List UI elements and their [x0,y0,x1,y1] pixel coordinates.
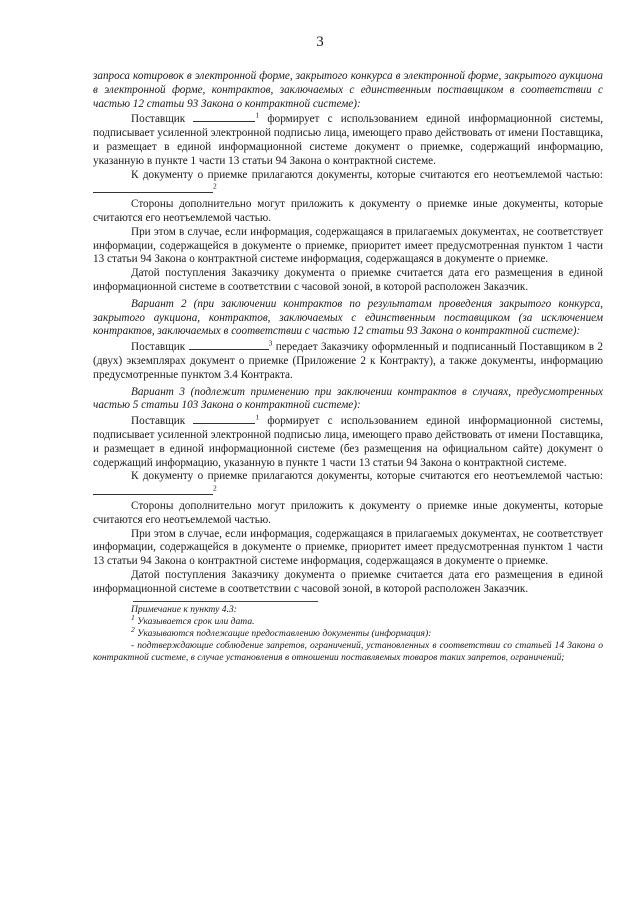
priority-paragraph-2: При этом в случае, если информация, содержащаяся в прилагаемых документах, не соответствует информации, содержащейся в документе о приемке, приоритет имеет предусмотренная пунктом 1 части 13 статьи 94 Закона о контрактной системе информация, содержащаяся в документе о приемке. [93,527,603,568]
footnote-2: $^2$ Указываются подлежащие предоставлению документы (информация): [131,624,432,640]
variant-3-heading: Вариант 3 (подлежит применению при заключении контрактов в случаях, предусмотренных частью 5 статьи 103 Закона о контрактной системе): [93,385,603,412]
footnote-note: Примечание к пункту 4.3: [131,604,237,616]
additional-docs-paragraph-1: Стороны дополнительно могут приложить к документу о приемке иные документы, которые считаются его неотъемлемой частью. [93,198,603,224]
additional-docs-paragraph-2: Стороны дополнительно могут приложить к документу о приемке иные документы, которые считаются его неотъемлемой частью. [93,499,603,526]
footnote-divider [133,601,318,602]
fill-blank [193,111,255,122]
fill-blank [93,484,213,495]
fill-blank [189,339,269,350]
page-number: 3 [316,34,324,50]
document-body [93,70,603,663]
receipt-date-paragraph-2: Датой поступления Заказчику документа о приемке считается дата его размещения в единой информационной системе в соответствии с часовой зоной, в которой расположен Заказчик. [93,568,603,595]
attachments-paragraph-2: К документу о приемке прилагаются документы, которые считаются его неотъемлемой частью: $^2$ [93,470,603,500]
fill-blank [93,182,213,193]
receipt-date-paragraph-1: Датой поступления Заказчику документа о приемке считается дата его размещения в единой информационной системе в соответствии с часовой зоной, в которой расположен Заказчик. [93,267,603,293]
intro-clause: запроса котировок в электронной форме, закрытого конкурса в электронной форме, закрытого аукциона в электронной форме, контрактов, заключаемых с единственным поставщиком в соответствии с частью 12 статьи 93 Закона о контрактной системе): [93,70,603,110]
supplier-paragraph-1: Поставщик $^1$ формирует с использованием единой информационной системы, подписывает усиленной электронной подписью лица, имеющего право действовать от имени Поставщика, и размещает в единой информационной системе документ о приемке, содержащий информацию, указанную в пункте 1 части 13 статьи 94 Закона о контрактной системе. [93,110,604,167]
footnote-3: - подтверждающие соблюдение запретов, ограничений, установленных в соответствии со статьей 14 Закона о контрактной системе, в случае установления в отношении поставляемых товаров таких запретов, ограничений; [93,639,603,663]
fill-blank [193,413,255,424]
variant-2-heading: Вариант 2 (при заключении контрактов по результатам проведения закрытого конкурса, закрытого аукциона, контрактов, заключаемых с единственным поставщиком (за исключением контрактов, заключаемых в соответствии с частью 12 статьи 93 Закона о контрактной системе): [93,297,603,338]
footnote-1: $^1$ Указывается срок или дата. [131,613,255,628]
supplier-paragraph-2: Поставщик $^3$ передает Заказчику оформленный и подписанный Поставщиком в 2 (двух) экземплярах документ о приемке (Приложение 2 к Контракту), а также документы, информацию предусмотренные пунктом 3.4 Контракта. [93,338,603,381]
priority-paragraph-1: При этом в случае, если информация, содержащаяся в прилагаемых документах, не соответствует информации, содержащейся в документе о приемке, приоритет имеет предусмотренная пунктом 1 части 13 статьи 94 Закона о контрактной системе информация, содержащаяся в документе о приемке. [93,225,603,266]
supplier-paragraph-3: Поставщик $^1$ формирует с использованием единой информационной системы, подписывает усиленной электронной подписью лица, имеющего право действовать от имени Поставщика, и размещает в единой информационной системе (без размещения на официальном сайте) документ о содержащий информацию, указанную в пункте 1 части 13 статьи 94 Закона о контрактной системе. [93,412,604,469]
attachments-paragraph-1: К документу о приемке прилагаются документы, которые считаются его неотъемлемой частью: $^2$ [93,169,603,199]
